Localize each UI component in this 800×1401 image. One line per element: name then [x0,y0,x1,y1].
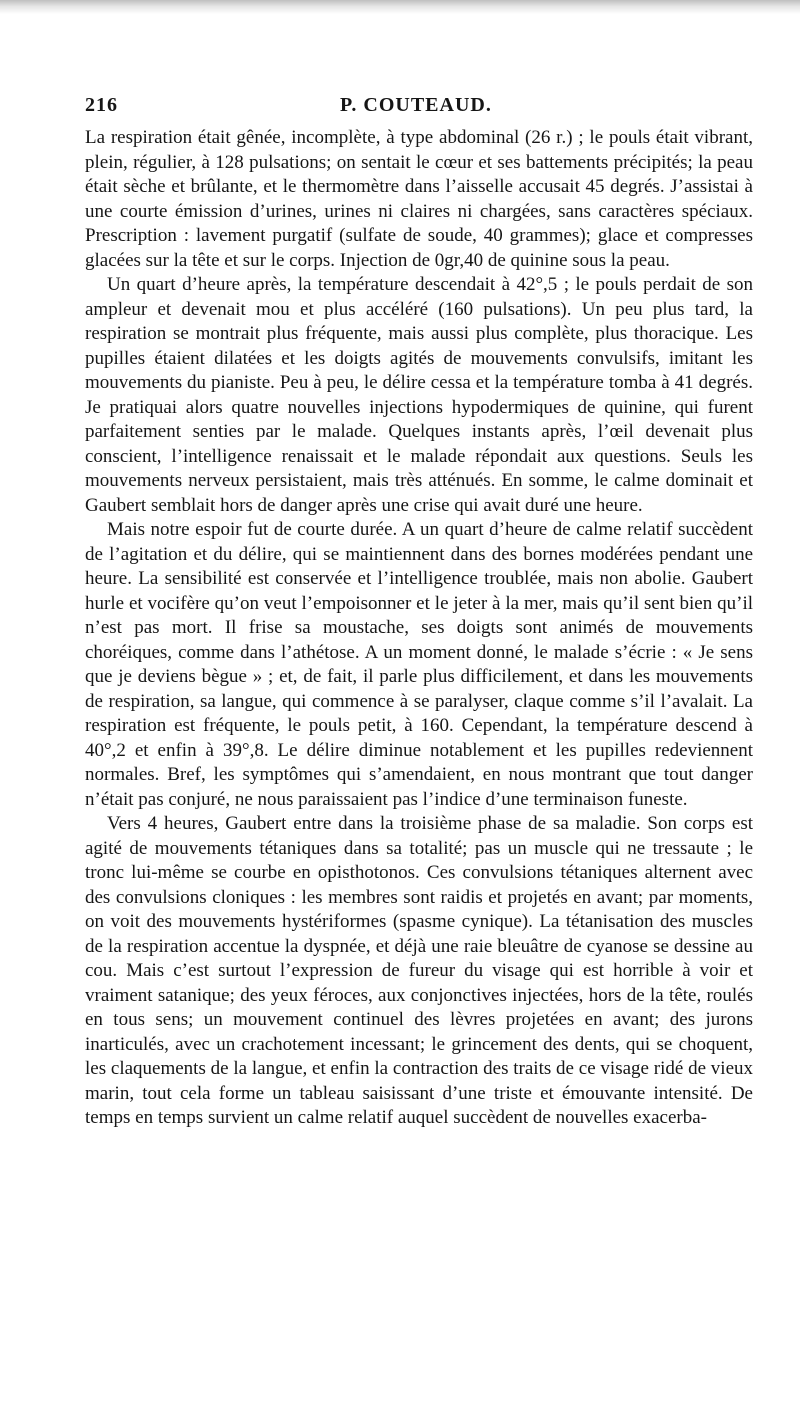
page-header [85,94,753,120]
running-head: P. COUTEAUD. [340,94,492,116]
paragraph-3: Mais notre espoir fut de courte durée. A un quart d’heure de calme relatif succèdent de l’agitation et du délire, qui se maintiennent dans des bornes modérées pendant une heure. La sensibilité est conservée et l’intelligence troublée, mais non abolie. Gaubert hurle et vocifère qu’on veut l’empoisonner et le jeter à la mer, mais qu’il sent bien qu’il n’est pas mort. Il frise sa moustache, ses doigts sont animés de mouvements choréiques, comme dans l’athétose. A un moment donné, le malade s’écrie : « Je sens que je deviens bègue » ; et, de fait, il parle plus difficilement, et dans les mouvements de respiration, sa langue, qui commence à se paralyser, claque comme s’il l’avalait. La respiration est fréquente, le pouls petit, à 160. Cependant, la température descend à 40°,2 et enfin à 39°,8. Le délire diminue notablement et les pupilles redeviennent normales. Bref, les symptômes qui s’amendaient, en nous montrant que tout danger n’était pas conjuré, ne nous paraissaient pas l’indice d’une terminaison funeste. [85,519,753,810]
paragraph-4: Vers 4 heures, Gaubert entre dans la troisième phase de sa maladie. Son corps est agité de mouvements tétaniques dans sa totalité; pas un muscle qui ne tressaute ; le tronc lui-même se courbe en opisthotonos. Ces convulsions tétaniques alternent avec des convulsions cloniques : les membres sont raidis et projetés en avant; par moments, on voit des mouvements hystériformes (spasme cynique). La tétanisation des muscles de la respiration accentue la dyspnée, et déjà une raie bleuâtre de cyanose se dessine au cou. Mais c’est surtout l’expression de fureur du visage qui est horrible à voir et vraiment satanique; des yeux féroces, aux conjonctives injectées, hors de la tête, roulés en tous sens; un mouvement continuel des lèvres projetées en avant; des jurons inarticulés, avec un crachotement incessant; le grincement des dents, qui se choquent, les claquements de la langue, et enfin la contraction des traits de ce visage ridé de vieux marin, tout cela forme un tableau saisissant d’une triste et émouvante intensité. De temps en temps survient un calme relatif auquel succèdent de nouvelles exacerba- [85,813,753,1128]
paragraph-2: Un quart d’heure après, la température descendait à 42°,5 ; le pouls perdait de son ampleur et devenait mou et plus accéléré (160 pulsations). Un peu plus tard, la respiration se montrait plus fréquente, mais aussi plus complète, plus thoracique. Les pupilles étaient dilatées et les doigts agités de mouvements convulsifs, imitant les mouvements du pianiste. Peu à peu, le délire cessa et la température tomba à 41 degrés. Je pratiquai alors quatre nouvelles injections hypodermiques de quinine, qui furent parfaitement senties par le malade. Quelques instants après, l’œil devenait plus conscient, l’intelligence renaissait et le malade répondait aux questions. Seuls les mouvements nerveux persistaient, mais très atténués. En somme, le calme dominait et Gaubert semblait hors de danger après une crise qui avait duré une heure. [85,274,753,516]
scan-edge-shadow [0,0,800,14]
paragraph-1: La respiration était gênée, incomplète, à type abdominal (26 r.) ; le pouls était vibrant, plein, régulier, à 128 pulsations; on sentait le cœur et ses battements précipités; la peau était sèche et brûlante, et le thermomètre dans l’aisselle accusait 45 degrés. J’assistai à une courte émission d’urines, urines ni claires ni chargées, sans caractères spéciaux. Prescription : lavement purgatif (sulfate de soude, 40 grammes); glace et compresses glacées sur la tête et sur le corps. Injection de 0gr,40 de quinine sous la peau. [85,127,753,271]
body-text [85,126,753,1131]
page-number: 216 [85,94,118,116]
